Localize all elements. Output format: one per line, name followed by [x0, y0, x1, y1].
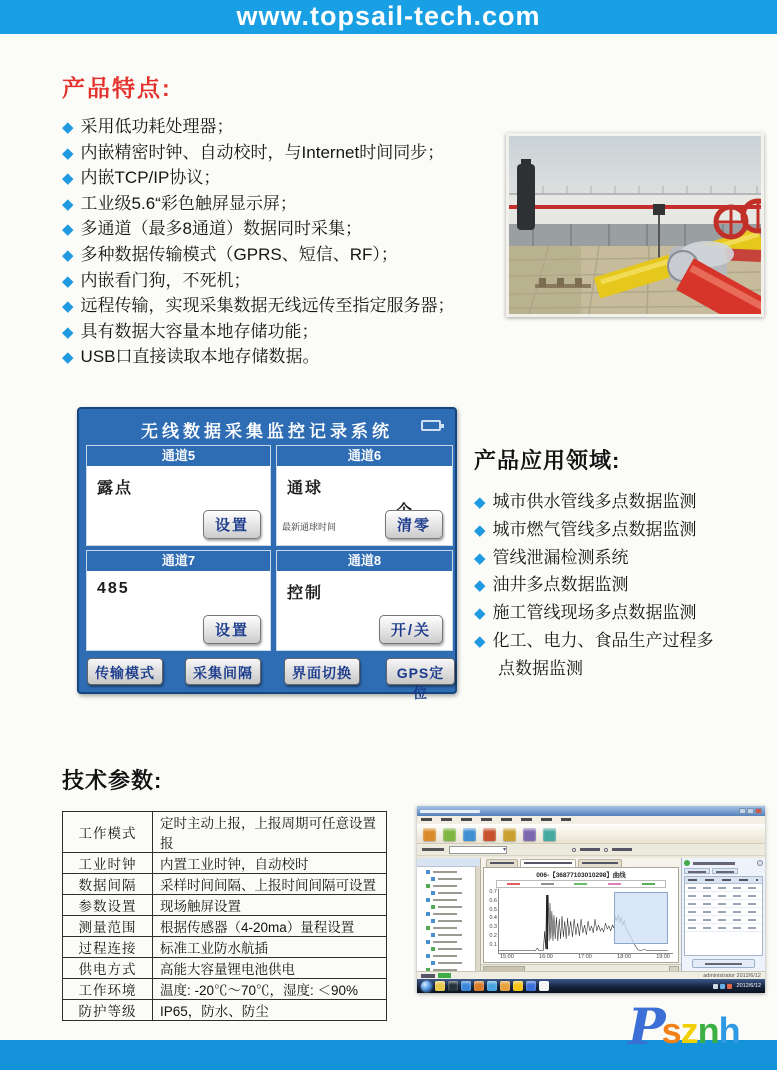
spec-row: 工作模式 定时主动上报，上报周期可任意设置报: [63, 812, 387, 853]
switch-view-button[interactable]: 界面切换: [284, 658, 360, 685]
feature-item: ◆ 工业级5.6“彩色触屏显示屏；: [62, 193, 297, 213]
status-dot-icon: [684, 860, 690, 866]
system-tray[interactable]: [713, 983, 761, 990]
minimize-button[interactable]: [739, 808, 746, 814]
diamond-bullet-icon: ◆: [62, 246, 74, 264]
diamond-bullet-icon: ◆: [474, 632, 486, 650]
software-titlebar: [417, 806, 765, 816]
spec-row: 工业时钟 内置工业时钟，自动校时: [63, 853, 387, 874]
specs-title: 技术参数:: [62, 768, 163, 793]
software-screenshot: [417, 806, 765, 993]
features-title: 产品特点:: [62, 75, 172, 101]
window-controls: [739, 808, 762, 814]
y-axis-labels: 0.7 0.6 0.5 0.4 0.3 0.2 0.1: [489, 889, 497, 948]
sznh-logo: [628, 997, 740, 1056]
online-badge: [438, 973, 451, 978]
diamond-bullet-icon: ◆: [62, 144, 74, 162]
x-axis-labels: 15:00 16:00 17:00 18:00 19:00: [500, 954, 670, 960]
software-filterbar: [417, 844, 765, 856]
channel-6-panel: [276, 445, 453, 546]
channel-6-clear-button[interactable]: 清零: [385, 510, 443, 539]
channel-8-panel: [276, 550, 453, 651]
spec-row: 防护等级 IP65，防水、防尘: [63, 1000, 387, 1021]
tray-icon[interactable]: [720, 984, 725, 989]
software-menubar[interactable]: [417, 816, 765, 824]
start-orb-icon[interactable]: [421, 981, 432, 992]
software-main: [481, 858, 681, 971]
transfer-mode-button[interactable]: 传输模式: [87, 658, 163, 685]
application-item: ◆ 城市供水管线多点数据监测: [474, 492, 697, 511]
application-item: ◆ 油井多点数据监测: [474, 575, 629, 595]
view-tabs: [481, 858, 681, 867]
chart-legend: [496, 880, 667, 888]
taskbar-icons[interactable]: [435, 981, 549, 991]
channel-5-header: 通道5: [87, 446, 270, 466]
top-banner: [0, 0, 777, 34]
feature-item: ◆ 多种数据传输模式（GPRS、短信、RF）；: [62, 244, 398, 264]
application-item: ◆ 城市燃气管线多点数据监测: [474, 519, 697, 539]
diamond-bullet-icon: ◆: [62, 119, 74, 136]
diamond-bullet-icon: ◆: [474, 577, 486, 595]
site-photo: [506, 133, 764, 317]
diamond-bullet-icon: ◆: [474, 521, 486, 539]
device-tree-panel[interactable]: [417, 858, 481, 971]
gear-icon[interactable]: [757, 860, 763, 866]
specs-table: [62, 811, 387, 1021]
diamond-bullet-icon: ◆: [474, 494, 486, 511]
channel-8-header: 通道8: [277, 551, 452, 571]
detail-action-button[interactable]: [692, 959, 755, 968]
chart-selection-box[interactable]: [614, 892, 668, 944]
features-list: [62, 115, 507, 371]
statusbar-right-text: administrator 2012/6/12: [703, 972, 761, 979]
channel-7-panel: [86, 550, 271, 651]
diamond-bullet-icon: ◆: [474, 549, 486, 567]
applications-section: [474, 444, 742, 683]
diamond-bullet-icon: ◆: [62, 272, 74, 290]
curve-chart-panel: [483, 867, 679, 963]
feature-item: ◆ 内嵌精密时钟、自动校时，与Internet时间同步；: [62, 142, 445, 162]
channel-5-settings-button[interactable]: 设置: [203, 510, 261, 539]
channel-6-note: 最新通球时间: [282, 522, 337, 532]
diamond-bullet-icon: ◆: [474, 605, 486, 623]
taskbar-clock: 2012/6/12: [736, 982, 761, 989]
software-body: [417, 858, 765, 971]
channel-6-value: 通球: [287, 480, 324, 497]
plot-area-wrap: [486, 889, 673, 954]
channel-8-onoff-button[interactable]: 开/关: [379, 615, 443, 644]
spec-row: 供电方式 高能大容量锂电池供电: [63, 958, 387, 979]
diamond-bullet-icon: ◆: [62, 221, 74, 239]
spec-row: 数据间隔 采样时间间隔、上报时间间隔可设置: [63, 874, 387, 895]
channel-6-header: 通道6: [277, 446, 452, 466]
detail-table-header: [685, 877, 762, 884]
plot-area: [498, 889, 673, 954]
sample-interval-button[interactable]: 采集间隔: [185, 658, 261, 685]
feature-item: ◆ 多通道（最多8通道）数据同时采集；: [62, 219, 363, 239]
windows-taskbar: [417, 979, 765, 993]
chart-title: 006-【36877103010298】曲线: [536, 872, 626, 879]
tray-icon[interactable]: [727, 984, 732, 989]
detail-table: [684, 876, 763, 956]
maximize-button[interactable]: [747, 808, 754, 814]
spec-row: 参数设置 现场触屏设置: [63, 895, 387, 916]
detail-panel: [681, 858, 765, 971]
spec-row: 过程连接 标准工业防水航插: [63, 937, 387, 958]
channel-7-header: 通道7: [87, 551, 270, 571]
application-item: ◆ 施工管线现场多点数据监测: [474, 603, 697, 623]
features-section: [62, 70, 507, 371]
feature-item: ◆ USB口直接读取本地存储数据。: [62, 347, 320, 367]
close-button[interactable]: [755, 808, 762, 814]
detail-panel-tabs[interactable]: [684, 868, 763, 874]
diamond-bullet-icon: ◆: [62, 170, 74, 188]
feature-item: ◆ 远程传输，实现采集数据无线远传至指定服务器；: [62, 296, 455, 316]
diamond-bullet-icon: ◆: [62, 195, 74, 213]
application-item: ◆ 化工、电力、食品生产过程多点数据监测: [474, 630, 714, 678]
tab-history-curve[interactable]: [520, 859, 576, 867]
battery-icon: [421, 420, 441, 431]
channel-8-value: 控制: [287, 585, 324, 602]
logo-letter: h: [718, 1010, 740, 1051]
spec-row: 测量范围 根据传感器（4-20ma）量程设置: [63, 916, 387, 937]
specs-section: [62, 764, 387, 1021]
detail-panel-title: [693, 862, 735, 865]
website-url: www.topsail-tech.com: [236, 1, 541, 31]
software-titlebar-text: [420, 810, 480, 813]
channel-7-settings-button[interactable]: 设置: [203, 615, 261, 644]
filter-dropdown[interactable]: [449, 846, 507, 854]
software-toolbar[interactable]: [417, 824, 765, 844]
detail-panel-header: [684, 860, 763, 866]
applications-title: 产品应用领域:: [474, 448, 621, 473]
spec-row: 工作环境 温度: -20℃～70℃，湿度: ＜90%: [63, 979, 387, 1000]
filter-label: [422, 848, 444, 851]
device-screenshot: [77, 407, 457, 701]
statusbar-left: [421, 973, 451, 978]
logo-letter: P: [628, 997, 666, 1056]
channel-5-value: 露点: [97, 480, 134, 497]
logo-letter: n: [697, 1010, 719, 1051]
tab-analysis[interactable]: [578, 859, 622, 867]
site-photo-art: [509, 136, 761, 314]
horizontal-scrollbar[interactable]: [481, 964, 681, 971]
logo-letter: z: [680, 1010, 698, 1051]
diamond-bullet-icon: ◆: [62, 298, 74, 316]
filter-radios[interactable]: [572, 848, 632, 852]
channel-7-value: 485: [97, 580, 130, 597]
tab-realtime[interactable]: [486, 859, 518, 867]
detail-table-rows: [685, 884, 762, 932]
tray-icon[interactable]: [713, 984, 718, 989]
application-item: ◆ 管线泄漏检测系统: [474, 547, 629, 567]
diamond-bullet-icon: ◆: [62, 349, 74, 367]
gps-locate-button[interactable]: GPS定位: [386, 658, 455, 685]
feature-item: ◆ 内嵌TCP/IP协议；: [62, 168, 221, 188]
software-statusbar: [417, 971, 765, 979]
device-title: 无线数据采集监控记录系统: [141, 422, 393, 441]
channel-5-panel: [86, 445, 271, 546]
feature-item: ◆ 采用低功耗处理器；: [62, 117, 234, 136]
diamond-bullet-icon: ◆: [62, 323, 74, 341]
feature-item: ◆ 具有数据大容量本地存储功能；: [62, 321, 319, 341]
applications-list: [474, 489, 742, 683]
feature-item: ◆ 内嵌看门狗，不死机；: [62, 270, 251, 290]
logo-letter: s: [661, 1010, 681, 1051]
